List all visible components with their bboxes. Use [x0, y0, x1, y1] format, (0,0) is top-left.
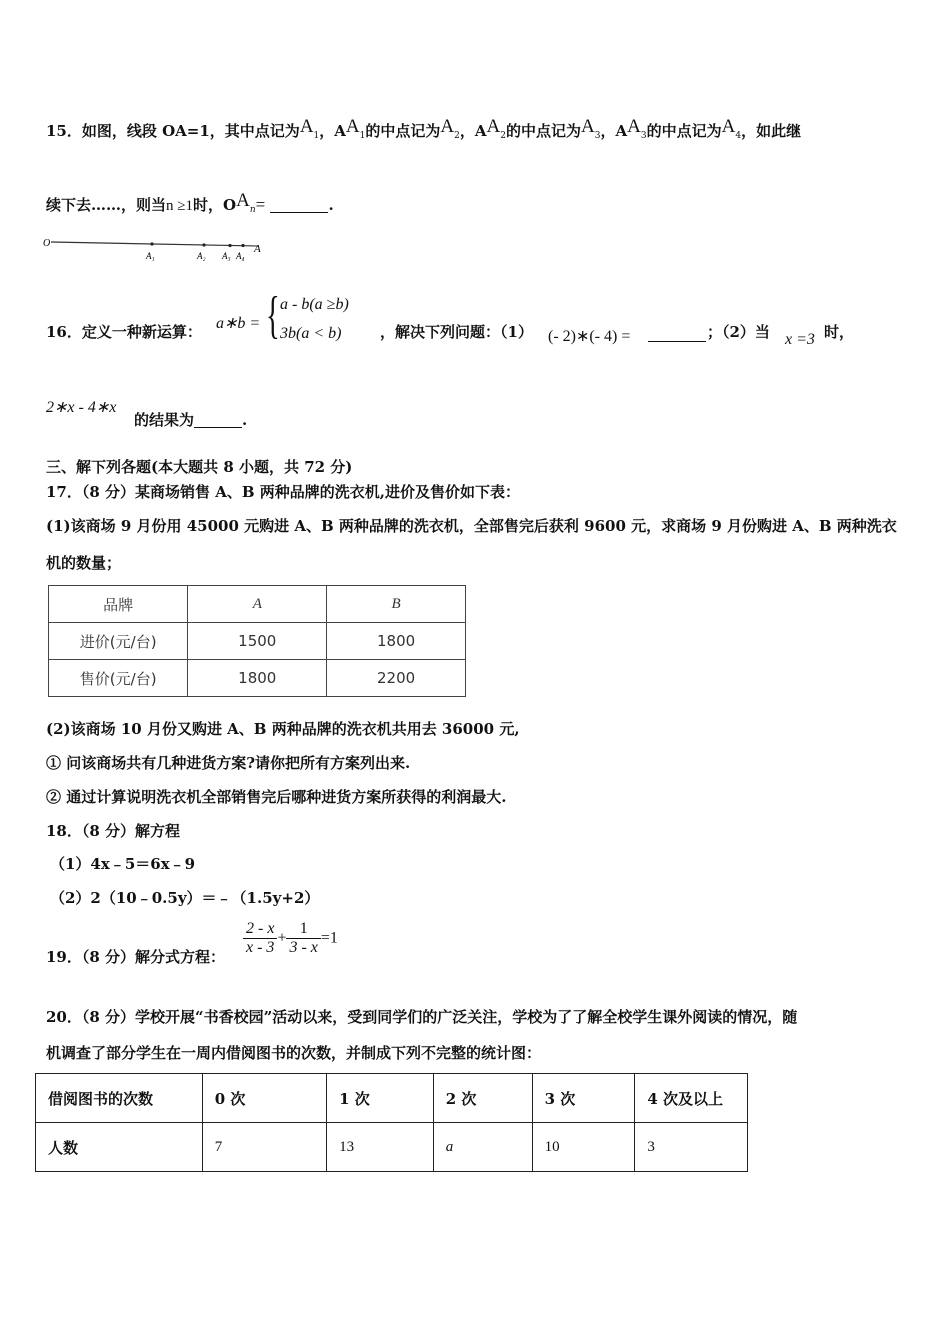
fig-label-a1: A₁: [146, 251, 155, 261]
q18-eq2: （2）2（10﹣0.5y）＝﹣（1.5y+2）: [50, 889, 320, 907]
fig-label-a2: A₂: [197, 251, 206, 261]
cell-count-3: 10: [532, 1123, 635, 1172]
fig-label-o: O: [43, 238, 51, 249]
segment-oa: [51, 242, 258, 246]
fig-label-a3: A₃: [222, 251, 231, 261]
q15-line1: 15．如图，线段 OA=1，其中点记为$A_1$，$AA_1$的中点记为$A_2$，$AA_2$的中点记为$A_3$，$AA_3$的中点记为$A_4$，如此继: [46, 116, 802, 141]
q17-p2-1: ① 问该商场共有几种进货方案?请你把所有方案列出来.: [46, 754, 411, 772]
section3-heading: 三、解下列各题(本大题共 8 小题，共 72 分): [46, 458, 353, 476]
table-row: [49, 623, 466, 660]
cell-cost-a: 1500: [188, 623, 327, 660]
q16-when: 时，: [824, 323, 855, 341]
q16-case1: a - b(a ≥b): [280, 296, 349, 313]
q15-answer-blank: [270, 198, 328, 213]
header-3: 3 次: [532, 1074, 635, 1123]
q17-price-table: [48, 585, 466, 697]
q16-mid: ，解决下列问题：（1）: [380, 323, 533, 341]
table-row: [49, 660, 466, 697]
q17-p2: (2)该商场 10 月份又购进 A、B 两种品牌的洗衣机共用去 36000 元,: [46, 720, 520, 738]
q19-frac2: $\frac{1}{3 - x}$: [286, 920, 320, 957]
q16-brace: {: [266, 287, 280, 344]
q15-segment-figure: [42, 234, 268, 262]
fig-label-a4: A₄: [236, 251, 245, 261]
q16-expr2: 2∗x - 4∗x: [46, 399, 117, 416]
cell-count-1: 13: [327, 1123, 434, 1172]
q18-title: 18．（8 分）解方程: [46, 822, 181, 840]
q20-stats-table: [35, 1073, 748, 1172]
row-label-people: 人数: [36, 1123, 203, 1172]
point-a1: [150, 242, 153, 245]
q17-p1-line2: 机的数量；: [46, 554, 122, 572]
q19-frac1: $\frac{2 - x}{x - 3}$: [243, 920, 277, 957]
q16-blank1: [648, 327, 706, 342]
point-a4: [241, 244, 244, 247]
q19-title: 19．（8 分）解分式方程：: [46, 948, 226, 966]
q18-eq1: （1）4x﹣5＝6x﹣9: [50, 855, 196, 873]
q16-prefix: 16．定义一种新运算：: [46, 323, 202, 341]
header-0: 0 次: [202, 1074, 326, 1123]
q15-condition: n ≥1: [166, 198, 193, 214]
q15-line2: 续下去……，则当n ≥1时，$OA_n=$ .: [46, 190, 334, 215]
q16-expr1: (- 2)∗(- 4) =: [548, 328, 631, 345]
q16-blank2: [194, 413, 242, 428]
q20-line1: 20．（8 分）学校开展“书香校园”活动以来，受到同学们的广泛关注，学校为了了解全校学生课外阅读的情况，随: [46, 1008, 798, 1026]
header-4plus: 4 次及以上: [635, 1074, 748, 1123]
q16-result: 的结果为 .: [134, 411, 248, 429]
q20-line2: 机调查了部分学生在一周内借阅图书的次数，并制成下列不完整的统计图：: [46, 1044, 542, 1062]
cell-price-b: 2200: [327, 660, 466, 697]
header-a: A: [188, 586, 327, 623]
table-row: [36, 1123, 748, 1172]
header-1: 1 次: [327, 1074, 434, 1123]
table-header-row: [49, 586, 466, 623]
point-a2: [202, 243, 205, 246]
q16-semi: ；（2）当: [707, 323, 770, 341]
header-brand: 品牌: [49, 586, 188, 623]
row-label-price: 售价(元/台): [49, 660, 188, 697]
cell-count-4plus: 3: [635, 1123, 748, 1172]
cell-count-0: 7: [202, 1123, 326, 1172]
header-b: B: [327, 586, 466, 623]
row-label-cost: 进价(元/台): [49, 623, 188, 660]
q15-text-a: 15．如图，线段 OA=1，其中点记为: [46, 122, 300, 140]
q16-case2: 3b(a < b): [280, 325, 342, 342]
fig-label-a: A: [254, 243, 261, 255]
header-2: 2 次: [433, 1074, 532, 1123]
q16-cond: x =3: [785, 331, 815, 348]
q17-p2-2: ② 通过计算说明洗衣机全部销售完后哪种进货方案所获得的利润最大.: [46, 788, 507, 806]
cell-count-2: a: [433, 1123, 532, 1172]
q16-lhs: a∗b =: [216, 315, 261, 332]
header-borrow-count: 借阅图书的次数: [36, 1074, 203, 1123]
cell-cost-b: 1800: [327, 623, 466, 660]
table-header-row: [36, 1074, 748, 1123]
point-a3: [228, 244, 231, 247]
q19-equation: $\frac{2 - x}{x - 3}$ + $\frac{1}{3 - x}$ =1: [243, 920, 338, 957]
q17-title: 17．（8 分）某商场销售 A、B 两种品牌的洗衣机,进价及售价如下表：: [46, 483, 521, 501]
q17-p1-line1: (1)该商场 9 月份用 45000 元购进 A、B 两种品牌的洗衣机，全部售完后获利 9600 元，求商场 9 月份购进 A、B 两种洗衣: [46, 517, 897, 535]
cell-price-a: 1800: [188, 660, 327, 697]
